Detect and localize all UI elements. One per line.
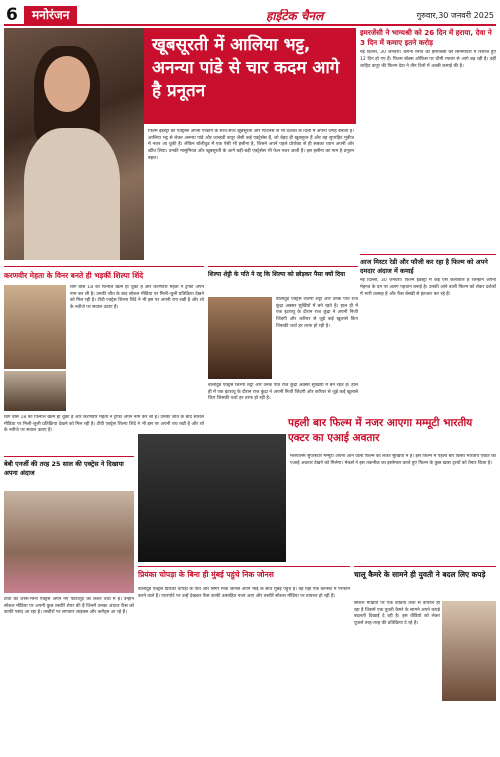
story-shilpa-headline: शिल्पा शेट्टी के पति ने रद्द कि शिल्पा को छोड़कर पैसा क्यों दिया bbox=[208, 271, 346, 278]
story-bhagyashree-body: नई दिल्ली, 30 जनवरी। कंगना रनौत की इमरजेंसी को सिनेमाघरों में रिलीज हुए 12 दिन हो गए हैं। फिल्म बॉक्स ऑफिस पर धीमी रफ्तार से आगे बढ़ रही है। वहीं शाहिद कपूर की फिल्म देवा ने तीन दिनों में अच्छी कमाई की है। bbox=[360, 50, 496, 69]
story-bottom-left bbox=[4, 456, 134, 752]
story-aliya-body: फिल्म इंडस्ट्री की एक्ट्रेस्स अपनी एक्टिंग के साथ-साथ खूबसूरती और फिटनेस से भी दर्शकों के दिलों में अपनी जगह बनाती हैं। आलिया भट्ट से लेकर अनन्या पांडे और जान्हवी कपूर जैसी कई एक्ट्रेसेस हैं, जो बेहद ही खूबसूरत हैं और वह सुपरहिट मूवीज में नजर आ चुकी हैं। लेकिन बॉलीवुड में एक ऐसी भी हसीना है, जिसने अपने पहले प्रोजेक्ट से ही सबका ध्यान अपनी ओर खींच लिया। उनकी मासूमियत और खूबसूरती के आगे बड़ी-बड़ी एक्ट्रेसेस भी फेल नजर आती हैं। इस हसीना का नाम है प्रनूतन बहल। bbox=[148, 129, 354, 161]
story-priyanka-headline: प्रियंका चोपड़ा के बिना ही मुंबई पहुंचे निक जोनस bbox=[138, 570, 274, 579]
newspaper-logo: हाईटेक चैनल bbox=[266, 9, 324, 23]
story-mammootty-headline: पहली बार फिल्म में नजर आएगा मम्मूटी भारतीय एक्टर का एआई अवतार bbox=[288, 417, 473, 445]
shilpa-shetty-photo bbox=[208, 297, 272, 379]
story-chalu-body: सोशल मीडिया पर एक वीडियो तेजी से वायरल हो रहा है जिसमें एक युवती कैमरे के सामने अपने कपड़े बदलती दिखाई दे रही है। इस वीडियो को लेकर यूजर्स तरह-तरह की प्रतिक्रिया दे रहे हैं। bbox=[354, 601, 440, 626]
story-bhagyashree-headline: इमरजेंसी ने भाग्यश्री को 26 दिन में हराया, देवा ने 3 दिन में कमाए इतने करोड़ bbox=[360, 28, 492, 47]
story-priyanka-body: बॉलीवुड एक्ट्रेस प्रियंका चोपड़ा के पति और सिंगर निक जोनस अपने भाई के साथ मुंबई पहुंचे हैं। वह यहां एक कॉन्सर्ट में परफॉर्म करने वाले हैं। एयरपोर्ट पर उन्हें देखकर फैंस काफी उत्साहित नजर आए और तस्वीरें सोशल मीडिया पर वायरल हो रही हैं। bbox=[138, 587, 350, 599]
story-bhagyashree bbox=[360, 28, 496, 250]
pranutan-photo bbox=[4, 28, 144, 260]
story-karanvir-body-cont: बिग बॉस 18 का फिनाले खत्म हो चुका है और करणवीर मेहता ने ट्रॉफी अपने नाम कर ली है। उनकी जीत के बाद सोशल मीडिया पर मिली-जुली प्रतिक्रिया देखने को मिल रही है। टीवी एक्ट्रेस शिल्पा शिंदे ने भी इस पर अपनी राय रखी है और शो के नतीजे पर सवाल उठाए हैं। bbox=[4, 415, 204, 434]
story-priyanka bbox=[138, 566, 350, 752]
issue-date: गुरुवार,30 जनवरी 2025 bbox=[416, 11, 494, 20]
story-aliya-headline: खूबसूरती में आलिया भट्ट, अनन्या पांडे से चार कदम आगे है प्रनूतन bbox=[152, 35, 340, 101]
story-bottom-left-headline: बेबी एनर्जी की तरह 25 साल की एक्ट्रेस ने दिखाया अपना अंदाज bbox=[4, 460, 124, 477]
story-bottom-left-body: टीवी की जानी-मानी एक्ट्रेस अपने नए फोटोशूट को लेकर चर्चा में हैं। उन्होंने सोशल मीडिया पर अपनी कुछ तस्वीरें शेयर की हैं जिनमें उनका अंदाज फैंस को काफी पसंद आ रहा है। तस्वीरों पर लगातार लाइक्स और कमेंट्स आ रहे हैं। bbox=[4, 597, 134, 616]
story-chalu-headline: चालू कैमरे के सामने ही युवती ने बदल लिए कपड़े bbox=[354, 570, 486, 579]
story-chalu bbox=[354, 566, 496, 752]
story-shilpa-body: बॉलीवुड एक्ट्रेस शिल्पा शेट्टी और उनके पति राज कुंद्रा अक्सर सुर्खियों में बने रहते हैं। हाल ही में एक इंटरव्यू के दौरान राज कुंद्रा ने अपनी निजी जिंदगी और करियर से जुड़े कई खुलासे किए जिसकी चर्चा हर तरफ हो रही है। bbox=[276, 297, 358, 329]
mammootty-photo bbox=[138, 434, 286, 562]
story-shilpa-body-cont: बॉलीवुड एक्ट्रेस शिल्पा शेट्टी और उनके पति राज कुंद्रा अक्सर सुर्खियों में बने रहते हैं। हाल ही में एक इंटरव्यू के दौरान राज कुंद्रा ने अपनी निजी जिंदगी और करियर से जुड़े कई खुलासे किए जिसकी चर्चा हर तरफ हो रही है। bbox=[208, 383, 358, 402]
story-mammootty bbox=[138, 414, 496, 562]
story-mammootty-body: मलयालम सुपरस्टार मम्मूटी अपनी आने वाली फिल्म को लेकर सुर्खियों में हैं। इस फिल्म में पहली बार किसी भारतीय एक्टर का एआई अवतार देखने को मिलेगा। मेकर्स ने इस तकनीक का इस्तेमाल करते हुए फिल्म के कुछ खास दृश्यों को तैयार किया है। bbox=[290, 454, 496, 466]
page-header bbox=[4, 4, 496, 26]
story-arjun-body: नई दिल्ली, 30 जनवरी। फिल्म इंडस्ट्री में कई ऐसे कलाकार हैं जिन्होंने अपनी मेहनत के दम पर अलग पहचान बनाई है। उनकी आने वाली फिल्म को लेकर दर्शकों में भारी उत्साह है और फैंस बेसब्री से इंतजार कर रहे हैं। bbox=[360, 278, 496, 297]
shilpa-shinde-photo bbox=[4, 371, 66, 411]
page-number: 6 bbox=[6, 5, 18, 25]
karanvir-photo bbox=[4, 285, 66, 369]
actress-photo bbox=[4, 491, 134, 593]
story-karanvir-body: बिग बॉस 18 का फिनाले खत्म हो चुका है और करणवीर मेहता ने ट्रॉफी अपने नाम कर ली है। उनकी जीत के बाद सोशल मीडिया पर मिली-जुली प्रतिक्रिया देखने को मिल रही है। टीवी एक्ट्रेस शिल्पा शिंदे ने भी इस पर अपनी राय रखी है और शो के नतीजे पर सवाल उठाए हैं। bbox=[70, 285, 204, 310]
story-arjun-headline: आज मिस्टर रेडी और फौजी कर रहा है फिल्म को अपने दमदार अंदाज में कमाई bbox=[360, 258, 488, 275]
story-arjun bbox=[360, 254, 496, 434]
section-label: मनोरंजन bbox=[24, 6, 77, 24]
woman-photo bbox=[442, 601, 496, 701]
story-karanvir-headline: करणवीर मेहता के विनर बनते ही भड़कीं शिल्पा शिंदे bbox=[4, 271, 144, 280]
newspaper-page bbox=[4, 4, 496, 753]
